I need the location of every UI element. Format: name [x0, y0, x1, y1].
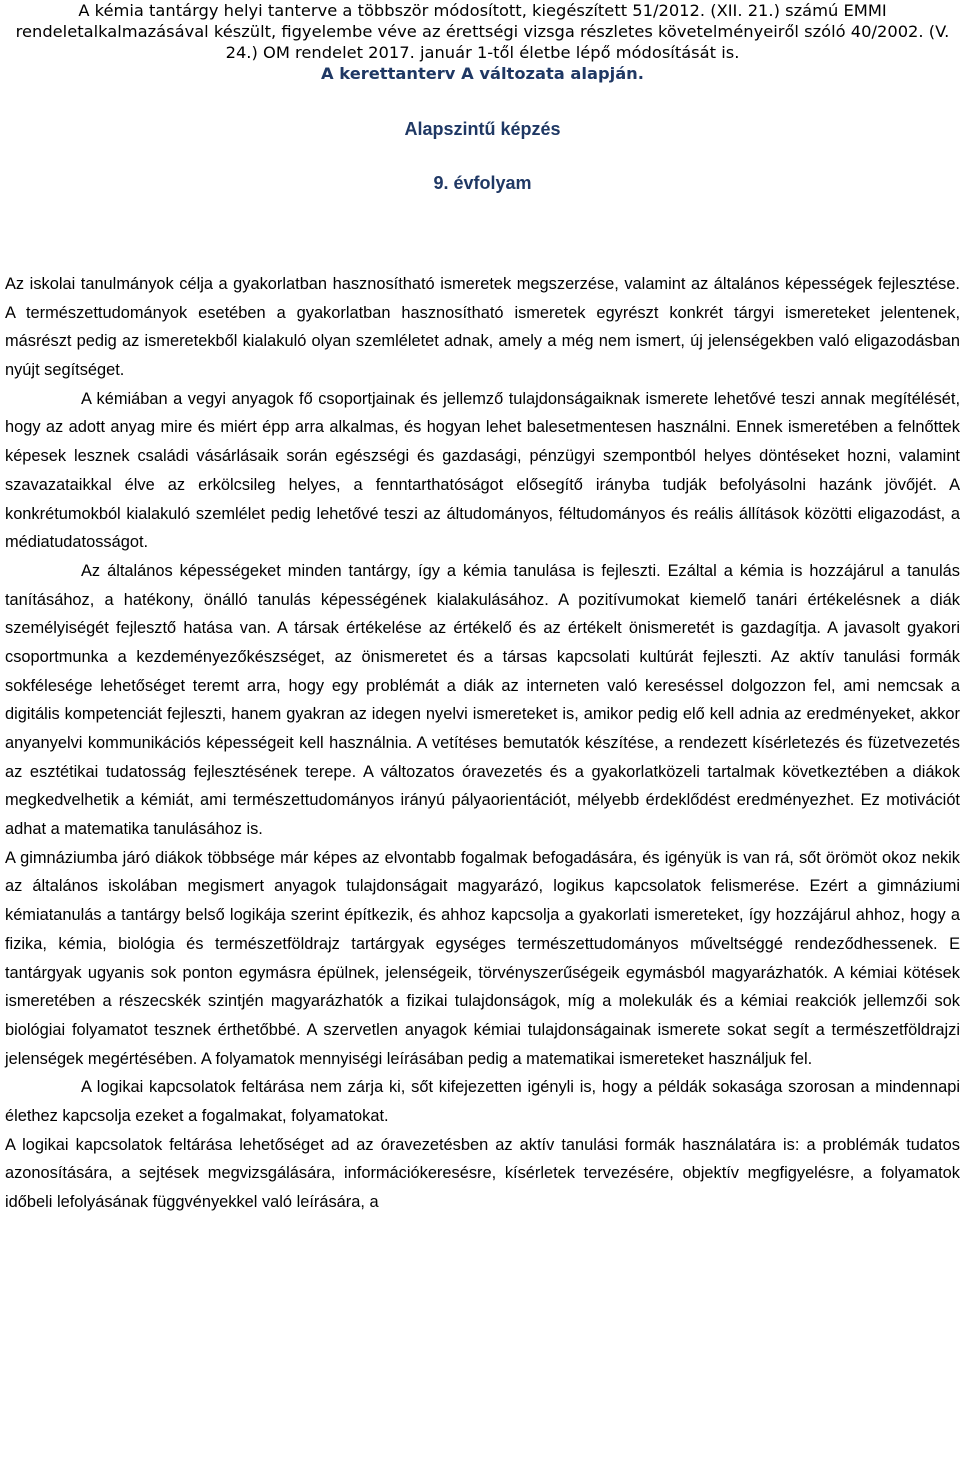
paragraph-goals: Az iskolai tanulmányok célja a gyakorlatban hasznosítható ismeretek megszerzése, valamint az általános képességek fejlesztése. A természettudományok esetében a gyakorlatban hasznosítható ismeretek egyrészt konkrét tárgyi ismereteket jelentenek, másrészt pedig az ismeretekből kialakuló olyan szemléletet adnak, amely a még nem ismert, új jelenségekben való eligazodásban nyújt segítséget. [5, 275, 960, 380]
curriculum-variant-title: A kerettanterv A változata alapján. [321, 64, 644, 83]
paragraph-logical-connections: A logikai kapcsolatok feltárása nem zárja ki, sőt kifejezetten igényli is, hogy a példák sokasága szorosan a mindennapi élethez kapcsolja ezeket a fogalmakat, folyamatokat. [5, 1078, 960, 1125]
paragraph-chemistry-knowledge: A kémiában a vegyi anyagok fő csoportjainak és jellemző tulajdonságaiknak ismerete lehetővé teszi annak megítélését, hogy az adott anyag mire és miért épp arra alkalmas, és hogyan lehet balesetmentesen használni. Ennek ismeretében a felnőttek képesek lesznek családi vásárlásaik során egészségi és gazdasági, pénzügyi szempontból helyes döntéseket hozni, valamint szavazataikkal élve az erkölcsileg helyes, a fenntarthatóságot elősegítő irányba tudják befolyásolni hazánk jövőjét. A konkrétumokból kialakuló szemlélet pedig lehetővé teszi az áltudományos, féltudományos és reális állítások közötti eligazodást, a médiatudatosságot. [5, 389, 960, 552]
paragraph-gymnasium-students: A gimnáziumba járó diákok többsége már képes az elvontabb fogalmak befogadására, és igényük is van rá, sőt örömöt okoz nekik az általános iskolában megismert anyagok tulajdonságait magyarázó, logikus kapcsolatok felismerése. Ezért a gimnáziumi kémiatanulás a tantárgy belső logikája szerint építkezik, és ahhoz kapcsolja a gyakorlati ismereteket, így hozzájárul ahhoz, hogy a fizika, kémia, biológia és természetföldrajz tartárgyak egységes természettudományos műveltséggé rendeződhessenek. E tantárgyak ugyanis sok ponton egymásra épülnek, jelenségeik, törvényszerűségeik egymásból magyarázhatók. A kémiai kötések ismeretében a részecskék szintjén magyarázhatók a fizikai tulajdonságok, míg a molekulák és a kémiai reakciók jellemzői sok biológiai folyamatot tesznek érthetőbbé. A szervetlen anyagok kémiai tulajdonságainak ismerete sokat segít a természetföldrajzi jelenségek megértésében. A folyamatok mennyiségi leírásában pedig a matematikai ismereteket használjuk fel. [5, 848, 960, 1068]
document-body [5, 270, 960, 1217]
paragraph-general-skills: Az általános képességeket minden tantárgy, így a kémia tanulása is fejleszti. Ezáltal a kémia is hozzájárul a tanulás tanításához, a hatékony, önálló tanulás képességének kialakulásához. A pozitívumokat kiemelő tanári értékelésnek a diák személyiségét fejlesztő hatása van. A társak értékelése az értékelő és az értékelt önismeretét is gazdagítja. A javasolt gyakori csoportmunka a kezdeményezőkészséget, az önismeretet és a társas kapcsolati kultúrát fejleszti. Az aktív tanulási formák sokfélesége lehetőséget teremt arra, hogy egy problémát a diák az interneten való kereséssel dolgozzon fel, ami nemcsak a digitális kompetenciát fejleszti, hanem gyakran az idegen nyelvi ismereteket is, amikor pedig elő kell adnia az eredményeket, akkor anyanyelvi kommunikációs képességeit kell használnia. A vetítéses bemutatók készítése, a rendezett kísérletezés és füzetvezetés az esztétikai tudatosság fejlesztésének terepe. A változatos óravezetés és a gyakorlatközeli tartalmak következtében a diákok megkedvelhetik a kémiát, ami természettudományos irányú pályaorientációt, mélyebb érdeklődést eredményezhet. Ez motivációt adhat a matematika tanulásához is. [5, 561, 960, 839]
intro-text: A kémia tantárgy helyi tanterve a többször módosított, kiegészített 51/2012. (XII. 21.) számú EMMI rendeletalkalmazásával készült, figyelembe véve az érettségi vizsga részletes követelményeiről szóló 40/2002. (V. 24.) OM rendelet 2017. január 1-től életbe lépő módosítását is. [15, 1, 950, 62]
grade-heading: 9. évfolyam [433, 173, 532, 193]
level-heading: Alapszintű képzés [404, 119, 561, 139]
document-page [5, 0, 960, 1217]
paragraph-active-learning: A logikai kapcsolatok feltárása lehetőséget ad az óravezetésben az aktív tanulási formák használatára is: a problémák tudatos azonosítására, a sejtések megvizsgálására, információkeresésre, kísérletek tervezésére, objektív megfigyelésre, a folyamatok időbeli lefolyásának függvényekkel való leírására, a [5, 1135, 960, 1211]
